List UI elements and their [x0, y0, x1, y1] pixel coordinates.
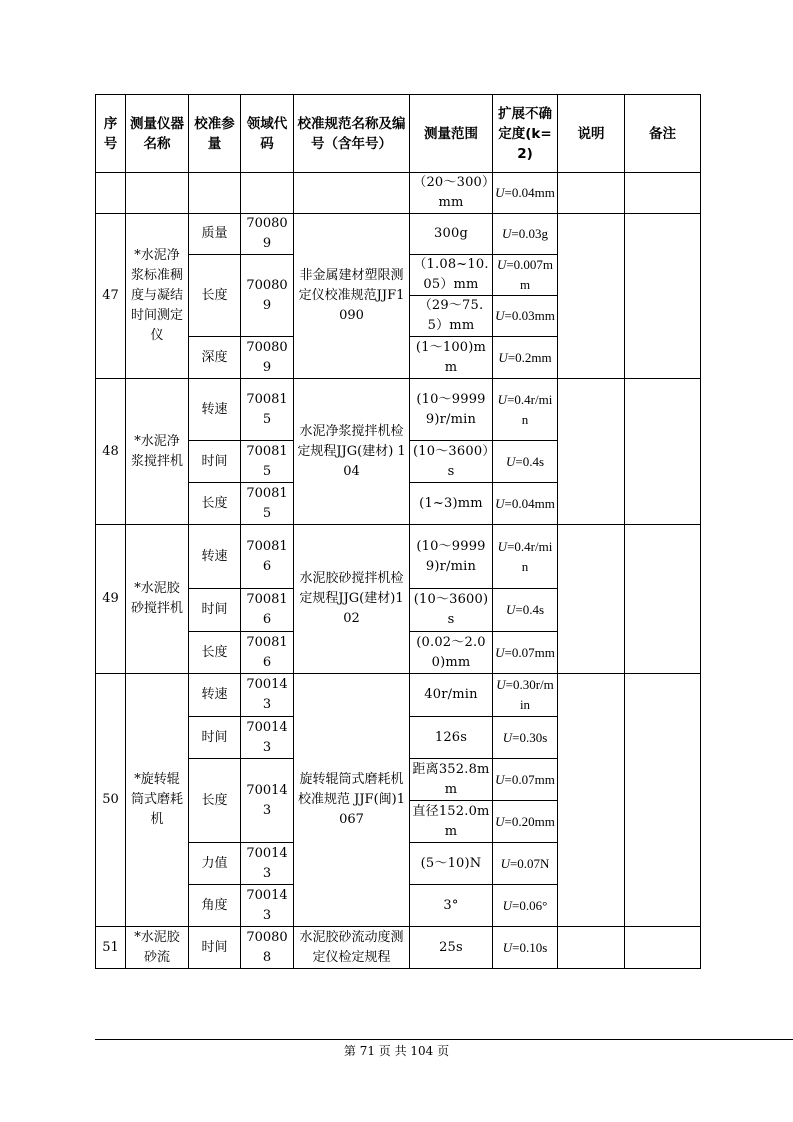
calibration-table	[95, 94, 701, 969]
remark-cell	[625, 214, 701, 379]
field-code-cell: 700143	[241, 759, 294, 843]
header-instrument: 测量仪器名称	[126, 95, 189, 173]
param-cell: 深度	[189, 337, 241, 379]
instrument-name-cell: *水泥净浆标准稠度与凝结时间测定仪	[126, 214, 189, 379]
table-row	[96, 674, 701, 717]
table-row	[96, 379, 701, 441]
param-cell: 长度	[189, 483, 241, 525]
uncertainty-cell: U=0.30r/min	[493, 674, 558, 717]
range-cell: 3°	[410, 885, 493, 927]
field-code-cell: 700143	[241, 674, 294, 717]
field-code-cell: 700809	[241, 214, 294, 255]
range-cell: (10～99999)r/min	[410, 379, 493, 441]
seq-cell: 47	[96, 214, 126, 379]
instrument-name-cell: *水泥胶砂流	[126, 927, 189, 969]
param-cell: 转速	[189, 379, 241, 441]
range-cell: 126s	[410, 717, 493, 759]
note-cell	[558, 927, 625, 969]
uncertainty-cell: U=0.04mm	[493, 173, 558, 214]
seq-cell: 48	[96, 379, 126, 525]
uncertainty-cell: U=0.4s	[493, 441, 558, 483]
remark-cell	[625, 927, 701, 969]
param-cell: 长度	[189, 255, 241, 337]
remark-cell	[625, 525, 701, 674]
page-footer: 第 71 页 共 104 页	[343, 1044, 450, 1058]
uncertainty-cell: U=0.4r/min	[493, 379, 558, 441]
header-seq: 序号	[96, 95, 126, 173]
header-row	[96, 95, 701, 173]
header-field-code: 领域代码	[241, 95, 294, 173]
range-cell: (1~3)mm	[410, 483, 493, 525]
range-cell: (5～10)N	[410, 843, 493, 885]
range-cell: (0.02～2.00)mm	[410, 632, 493, 674]
field-code-cell: 700143	[241, 717, 294, 759]
field-code-cell: 700815	[241, 441, 294, 483]
standard-cell: 旋转辊筒式磨耗机校准规范 JJF(闽)1067	[294, 674, 410, 927]
field-code-cell: 700143	[241, 843, 294, 885]
header-range: 测量范围	[410, 95, 493, 173]
range-cell: 距离352.8mm	[410, 759, 493, 801]
remark-cell	[625, 674, 701, 927]
standard-cell: 水泥净浆搅拌机检定规程JJG(建材) 104	[294, 379, 410, 525]
uncertainty-cell: U=0.06°	[493, 885, 558, 927]
range-cell: (10～99999)r/min	[410, 525, 493, 589]
header-param: 校准参量	[189, 95, 241, 173]
continuation-row	[96, 173, 701, 214]
range-cell: (1～100)mm	[410, 337, 493, 379]
uncertainty-cell: U=0.30s	[493, 717, 558, 759]
param-cell: 时间	[189, 589, 241, 632]
table-body	[96, 173, 701, 969]
seq-cell: 49	[96, 525, 126, 674]
standard-cell: 非金属建材塑限测定仪校准规范JJF1090	[294, 214, 410, 379]
instrument-name-cell: *水泥胶砂搅拌机	[126, 525, 189, 674]
footer-divider	[95, 1039, 793, 1040]
range-cell: (10～3600)s	[410, 589, 493, 632]
uncertainty-cell: U=0.03mm	[493, 296, 558, 337]
note-cell	[558, 379, 625, 525]
range-cell: （1.08~10.05）mm	[410, 255, 493, 296]
note-cell	[558, 214, 625, 379]
uncertainty-cell: U=0.04mm	[493, 483, 558, 525]
range-cell: （29～75.5）mm	[410, 296, 493, 337]
uncertainty-cell: U=0.07mm	[493, 759, 558, 801]
param-cell: 时间	[189, 717, 241, 759]
instrument-name-cell: *旋转辊筒式磨耗机	[126, 674, 189, 927]
field-code-cell: 700816	[241, 525, 294, 589]
field-code-cell: 700809	[241, 255, 294, 337]
table-row	[96, 927, 701, 969]
standard-cell: 水泥胶砂搅拌机检定规程JJG(建材)102	[294, 525, 410, 674]
field-code-cell: 700143	[241, 885, 294, 927]
field-code-cell: 700816	[241, 632, 294, 674]
note-cell	[558, 525, 625, 674]
param-cell: 转速	[189, 674, 241, 717]
uncertainty-cell: U=0.07N	[493, 843, 558, 885]
seq-cell: 51	[96, 927, 126, 969]
header-note: 说明	[558, 95, 625, 173]
param-cell: 长度	[189, 759, 241, 843]
uncertainty-cell: U=0.20mm	[493, 801, 558, 843]
field-code-cell: 700816	[241, 589, 294, 632]
range-cell: 直径152.0mm	[410, 801, 493, 843]
param-cell: 转速	[189, 525, 241, 589]
field-code-cell: 700815	[241, 379, 294, 441]
range-cell: 300g	[410, 214, 493, 255]
range-cell: (10～3600）s	[410, 441, 493, 483]
header-standard: 校准规范名称及编号（含年号）	[294, 95, 410, 173]
standard-cell: 水泥胶砂流动度测定仪检定规程	[294, 927, 410, 969]
table-row	[96, 214, 701, 255]
uncertainty-cell: U=0.4s	[493, 589, 558, 632]
field-code-cell: 700808	[241, 927, 294, 969]
uncertainty-cell: U=0.4r/min	[493, 525, 558, 589]
header-remark: 备注	[625, 95, 701, 173]
param-cell: 时间	[189, 441, 241, 483]
uncertainty-cell: U=0.2mm	[493, 337, 558, 379]
param-cell: 角度	[189, 885, 241, 927]
note-cell	[558, 674, 625, 927]
header-uncertainty: 扩展不确定度(k=2)	[493, 95, 558, 173]
param-cell: 时间	[189, 927, 241, 969]
range-cell: 40r/min	[410, 674, 493, 717]
uncertainty-cell: U=0.007mm	[493, 255, 558, 296]
instrument-name-cell: *水泥净浆搅拌机	[126, 379, 189, 525]
range-cell: （20～300）mm	[410, 173, 493, 214]
param-cell: 长度	[189, 632, 241, 674]
uncertainty-cell: U=0.07mm	[493, 632, 558, 674]
seq-cell: 50	[96, 674, 126, 927]
param-cell: 质量	[189, 214, 241, 255]
uncertainty-cell: U=0.03g	[493, 214, 558, 255]
range-cell: 25s	[410, 927, 493, 969]
field-code-cell: 700815	[241, 483, 294, 525]
uncertainty-cell: U=0.10s	[493, 927, 558, 969]
table-row	[96, 525, 701, 589]
field-code-cell: 700809	[241, 337, 294, 379]
remark-cell	[625, 379, 701, 525]
param-cell: 力值	[189, 843, 241, 885]
